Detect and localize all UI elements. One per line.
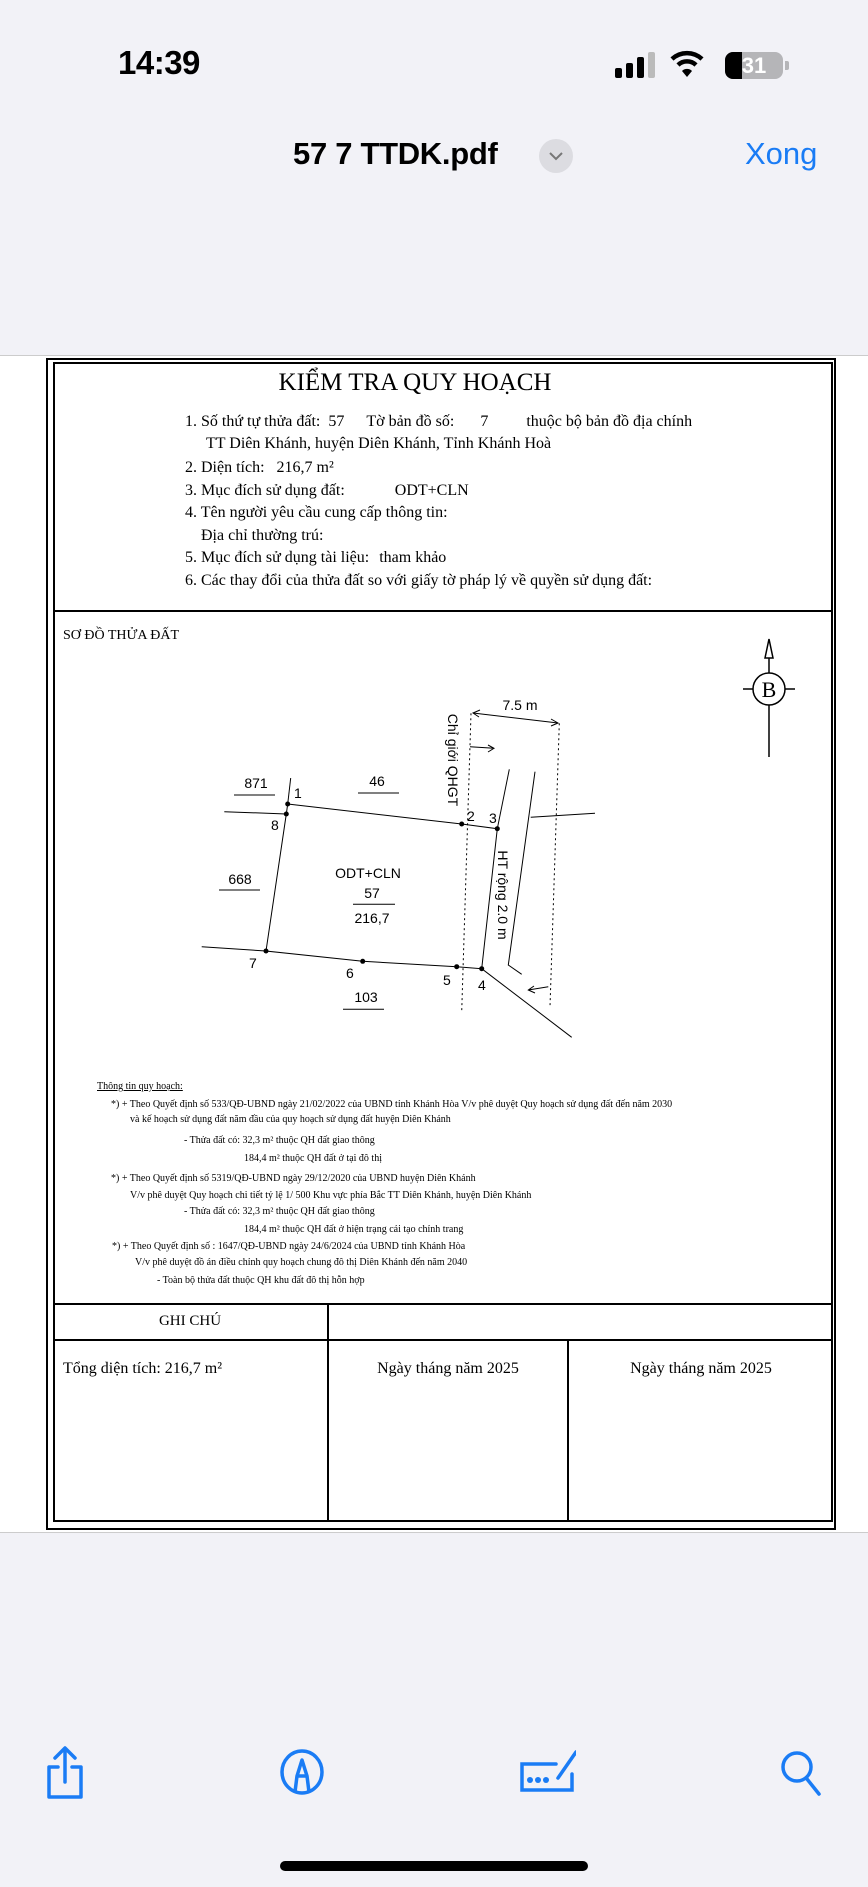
use-value: ODT+CLN	[394, 482, 469, 499]
search-icon	[783, 1753, 819, 1794]
planning-info-line: 184,4 m² thuộc QH đất ở hiện trạng cải tạo chỉnh trang	[244, 1224, 464, 1235]
planning-info-line: - Toàn bộ thửa đất thuộc QH khu đất đô thị hỗn hợp	[157, 1275, 365, 1286]
planning-info-line: 184,4 m² thuộc QH đất ở tại đô thị	[244, 1153, 382, 1164]
point-label: 8	[271, 817, 279, 833]
doc-heading: KIỂM TRA QUY HOẠCH	[278, 369, 552, 396]
neighbor-parcel: 668	[228, 871, 252, 887]
markup-pen-icon	[282, 1751, 322, 1793]
planning-info-line: *) + Theo Quyết định số 5319/QĐ-UBND ngày 29/12/2020 của UBND huyện Diên Khánh	[111, 1173, 476, 1184]
point-label: 5	[443, 972, 451, 988]
document-title[interactable]: 57 7 TTDK.pdf	[293, 136, 498, 171]
home-indicator[interactable]	[280, 1861, 588, 1871]
map-sheet-label: Tờ bản đồ số:	[366, 413, 455, 430]
total-area: Tổng diện tích: 216,7 m²	[63, 1360, 222, 1377]
parcel-no-label: 1. Số thứ tự thửa đất:	[185, 413, 321, 430]
map-set: thuộc bộ bản đồ địa chính	[526, 413, 693, 430]
neighbor-line	[224, 812, 286, 814]
done-button[interactable]: Xong	[745, 136, 818, 171]
planning-info-line: và kế hoạch sử dụng đất năm đầu của quy hoạch sử dụng đất huyện Diên Khánh	[130, 1114, 451, 1125]
area-value: 216,7 m²	[276, 459, 334, 476]
requester-label: 4. Tên người yêu cầu cung cấp thông tin:	[185, 504, 448, 521]
neighbor-parcel: 103	[354, 989, 378, 1005]
point-label: 2	[467, 808, 475, 824]
divider	[327, 1303, 329, 1522]
neighbor-parcel: 46	[369, 773, 385, 789]
address-label: Địa chỉ thường trú:	[201, 527, 324, 544]
parcel-area: 216,7	[354, 910, 390, 926]
share-icon	[49, 1748, 81, 1797]
notes-label: GHI CHÚ	[158, 1313, 222, 1329]
road-edge	[508, 772, 535, 975]
boundary-label: Chỉ giới QHGT	[445, 713, 461, 807]
north-label: B	[761, 677, 777, 702]
use-label: 3. Mục đích sử dụng đất:	[185, 482, 345, 499]
north-arrow-icon	[735, 630, 805, 762]
neighbor-line	[288, 778, 291, 804]
planning-info-line: *) + Theo Quyết định số 533/QĐ-UBND ngày 21/02/2022 của UBND tỉnh Khánh Hòa V/v phê duyệt Quy hoạch sử dụng đất đến năm 2030	[111, 1099, 673, 1110]
point-label: 1	[294, 785, 302, 801]
dimension-line	[473, 713, 558, 723]
chevron-down-icon	[549, 152, 563, 161]
item-2-row	[185, 459, 334, 477]
parcel-no: 57	[328, 413, 345, 430]
purpose-label: 5. Mục đích sử dụng tài liệu:	[185, 549, 370, 566]
map-sheet: 7	[480, 413, 489, 430]
parcel-boundary	[266, 804, 497, 969]
divider	[53, 1339, 833, 1341]
battery-icon	[725, 52, 783, 79]
neighbor-line	[531, 813, 595, 817]
planning-boundary-line	[550, 723, 559, 1006]
direction-arrow	[528, 986, 548, 993]
neighbor-line	[482, 969, 572, 1038]
planning-info-line: V/v phê duyệt đồ án điều chỉnh quy hoạch chung đô thị Diên Khánh đến năm 2040	[135, 1257, 468, 1268]
road-edge	[497, 769, 509, 828]
wifi-icon	[670, 50, 704, 78]
changes-label: 6. Các thay đổi của thửa đất so với giấy tờ pháp lý về quyền sử dụng đất:	[185, 572, 653, 589]
cellular-signal-icon	[615, 52, 659, 78]
date-field: Ngày tháng năm 2025	[377, 1360, 519, 1377]
area-label: 2. Diện tích:	[185, 459, 265, 476]
direction-arrow	[470, 745, 494, 752]
item-1-row	[185, 413, 692, 431]
signature-form-icon	[522, 1752, 576, 1790]
planning-info-heading: Thông tin quy hoạch:	[97, 1081, 183, 1092]
share-button[interactable]	[44, 1745, 86, 1801]
parcel-use: ODT+CLN	[335, 865, 401, 881]
diagram-title: SƠ ĐỒ THỬA ĐẤT	[63, 628, 179, 643]
road-label: HT rộng 2.0 m	[495, 850, 511, 940]
location: TT Diên Khánh, huyện Diên Khánh, Tỉnh Khánh Hoà	[206, 435, 552, 452]
planning-info-line: *) + Theo Quyết định số : 1647/QĐ-UBND ngày 24/6/2024 của UBND tỉnh Khánh Hòa	[112, 1241, 466, 1252]
point-label: 4	[478, 977, 486, 993]
item-5-row	[185, 549, 446, 567]
divider	[53, 610, 833, 612]
search-button[interactable]	[780, 1750, 824, 1796]
point-label: 6	[346, 965, 354, 981]
status-time: 14:39	[118, 44, 200, 81]
road-width-label: 7.5 m	[502, 697, 538, 713]
parcel-number: 57	[364, 885, 380, 901]
parcel-diagram	[190, 630, 610, 1050]
planning-info-line: - Thửa đất có: 32,3 m² thuộc QH đất giao thông	[184, 1135, 375, 1146]
markup-button[interactable]	[278, 1748, 326, 1796]
point-label: 7	[249, 955, 257, 971]
point-label: 3	[489, 810, 497, 826]
date-field: Ngày tháng năm 2025	[630, 1360, 772, 1377]
neighbor-parcel: 871	[244, 775, 268, 791]
title-menu-button[interactable]	[539, 139, 573, 173]
planning-info-line: - Thửa đất có: 32,3 m² thuộc QH đất giao thông	[184, 1206, 375, 1217]
fill-sign-button[interactable]	[518, 1750, 576, 1794]
neighbor-line	[202, 947, 266, 951]
planning-info-line: V/v phê duyệt Quy hoạch chi tiết tỷ lệ 1/ 500 Khu vực phía Bắc TT Diên Khánh, huyện Diên Khánh	[130, 1190, 532, 1201]
battery-level: 31	[741, 53, 767, 78]
item-3-row	[185, 482, 469, 500]
battery-tip	[785, 61, 789, 70]
divider	[53, 1303, 833, 1305]
purpose-value: tham khảo	[379, 549, 447, 566]
